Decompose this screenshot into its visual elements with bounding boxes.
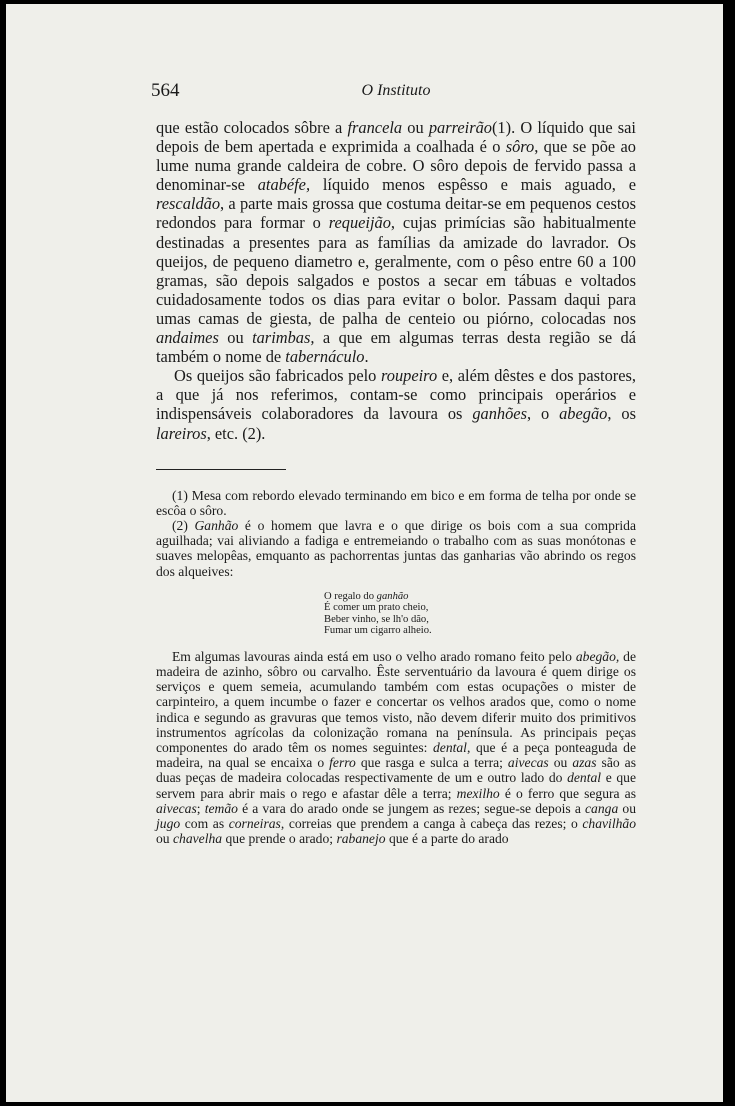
italic-term: corneiras xyxy=(228,816,281,832)
text-run: ou xyxy=(156,831,173,847)
text-run: Os queijos são fabricados pelo xyxy=(174,366,381,386)
italic-term: abegão, xyxy=(575,648,620,664)
text-run: O regalo do xyxy=(324,590,377,602)
book-page xyxy=(151,74,637,847)
page-number: 564 xyxy=(151,80,180,101)
text-run: , etc. (2). xyxy=(206,423,266,443)
text-run: que prende o arado; xyxy=(222,831,337,847)
footnote-1: (1) Mesa com rebordo elevado terminando em bico e em forma de telha por onde se escôa o sôro. xyxy=(156,487,636,518)
italic-term: mexilho xyxy=(456,785,500,801)
italic-term: ferro xyxy=(329,755,356,771)
text-run: é a vara do arado onde se jungem as rezes; segue-se depois a xyxy=(237,800,586,816)
text-run: líquido menos espêsso e mais aguado, e xyxy=(310,175,636,195)
running-title: O Instituto xyxy=(361,82,431,99)
text-run: , correias que prendem a canga à cabeça das rezes; o xyxy=(280,816,583,832)
text-run: ou xyxy=(402,118,429,137)
italic-term: dental xyxy=(432,740,467,756)
text-run: e, além dêstes e dos pastores, a que já nos referimos, contam-se como principais operários e indispensáveis colaboradores da lavoura os xyxy=(156,366,636,424)
text-run: de madeira de azinho, sôbro ou carvalho. Êste serventuário da lavoura é quem dirige os serviços e quem semeia, acumulando também com estas ocupações o mister de carpinteiro, a quem incumbe o fazer e concertar os velhos arados que, como o nome indica e segundo as gravuras que temos visto, não devem diferir muito dos primitivos instrumentos agrícolas da colonização romana na península. As principais peças componentes do arado têm os nomes seguintes: xyxy=(156,648,636,756)
italic-term: dental xyxy=(567,770,602,786)
italic-term: chavelha xyxy=(173,831,223,847)
verse-line: É comer um prato cheio, xyxy=(324,602,429,614)
text-run: é o homem que lavra e o que dirige os bois com a sua comprida aguilhada; vai aliviando a fadiga e entremeiando o trabalho com as suas monótonas e suaves melopêas, emquanto as pachorrentas juntas das ganharias vão abrindo os regos dos alqueives: xyxy=(156,518,636,579)
text-run: , a parte mais grossa que costuma deitar-se em pequenos cestos redondos para formar o xyxy=(156,194,636,233)
italic-term: tabernáculo xyxy=(285,347,365,367)
text-run: , o xyxy=(526,404,560,424)
text-run: e que servem para abrir mais o rego e afastar dêle a terra; xyxy=(156,770,636,801)
italic-term: roupeiro xyxy=(380,366,438,386)
italic-term: abegão xyxy=(559,404,608,424)
text-run: que é a parte do arado xyxy=(385,831,509,847)
text-run: que rasga e sulca a terra; xyxy=(355,755,508,771)
text-run: com as xyxy=(180,816,229,832)
footnote-marker: (2) xyxy=(172,518,195,533)
italic-term: aivecas xyxy=(156,800,197,816)
italic-term: canga xyxy=(585,800,619,816)
italic-term: jugo xyxy=(156,816,181,832)
italic-term: lareiros xyxy=(156,423,207,443)
text-run: , que é a peça ponteaguda de madeira, na qual se encaixa o xyxy=(156,740,636,771)
verse-line: Beber vinho, se lh'o dão, xyxy=(324,613,429,625)
italic-term: requeijão xyxy=(328,213,391,233)
footnote-separator xyxy=(156,469,286,470)
footnote-2-continuation xyxy=(156,649,636,847)
text-run: , que se põe ao lume numa grande caldeira de cobre. O sôro depois de fervido passa a denominar-se xyxy=(156,137,636,195)
text-run: a que em algumas terras desta região se dá também o nome de xyxy=(156,328,636,367)
verse-line xyxy=(324,591,636,603)
italic-term: andaimes xyxy=(156,328,219,348)
italic-term: rescaldão xyxy=(156,194,221,214)
text-run: ou xyxy=(618,800,636,816)
italic-term: ganhão xyxy=(376,590,409,602)
text-run: que estão colocados sôbre a xyxy=(156,118,348,137)
text-run: ; xyxy=(196,800,205,816)
italic-term: atabéfe, xyxy=(257,175,311,195)
text-run: . xyxy=(364,347,369,367)
verse-quatrain xyxy=(324,591,636,637)
italic-term: tarimbas, xyxy=(252,328,315,348)
footnote-2 xyxy=(156,518,636,579)
footnotes xyxy=(156,488,636,847)
italic-term: aivecas xyxy=(507,755,549,771)
italic-term: parreirão xyxy=(428,118,492,137)
text-run: são as duas peças de madeira colocadas respectivamente de um e outro lado do xyxy=(156,755,636,786)
text-run: , cujas primícias são habitualmente destinadas a presentes para as famílias da amizade do lavrador. Os queijos, de pequeno diametro e, geralmente, com o pêso entre 60 a 100 gramas, são depois salgados e postos a secar em tábuas e voltados cuidadosamente todos os dias para evitar o bolor. Passam daqui para umas camas de giesta, de palha de centeio ou piórno, colocadas nos xyxy=(156,213,636,328)
main-text xyxy=(156,118,636,443)
italic-term: azas xyxy=(572,755,597,771)
text-run: é o ferro que segura as xyxy=(499,785,637,801)
page-header xyxy=(151,74,636,104)
text-run: Em algumas lavouras ainda está em uso o velho arado romano feito pelo xyxy=(172,648,576,664)
italic-term: Ganhão xyxy=(194,518,239,533)
italic-term: sôro xyxy=(505,137,535,157)
italic-term: francela xyxy=(347,118,403,137)
text-run: , os xyxy=(607,404,636,424)
text-run: ou xyxy=(218,328,253,348)
verse-line: Fumar um cigarro alheio. xyxy=(324,625,432,637)
italic-term: ganhões xyxy=(472,404,527,424)
italic-term: chavilhão xyxy=(582,816,636,832)
text-run: ou xyxy=(548,755,573,771)
italic-term: temão xyxy=(204,800,238,816)
italic-term: rabanejo xyxy=(336,831,386,847)
text-run: (1). O líquido que sai depois de bem apertada e exprimida a coalhada é o xyxy=(156,118,636,157)
paragraph-1 xyxy=(156,118,636,366)
paragraph-2 xyxy=(156,366,636,442)
